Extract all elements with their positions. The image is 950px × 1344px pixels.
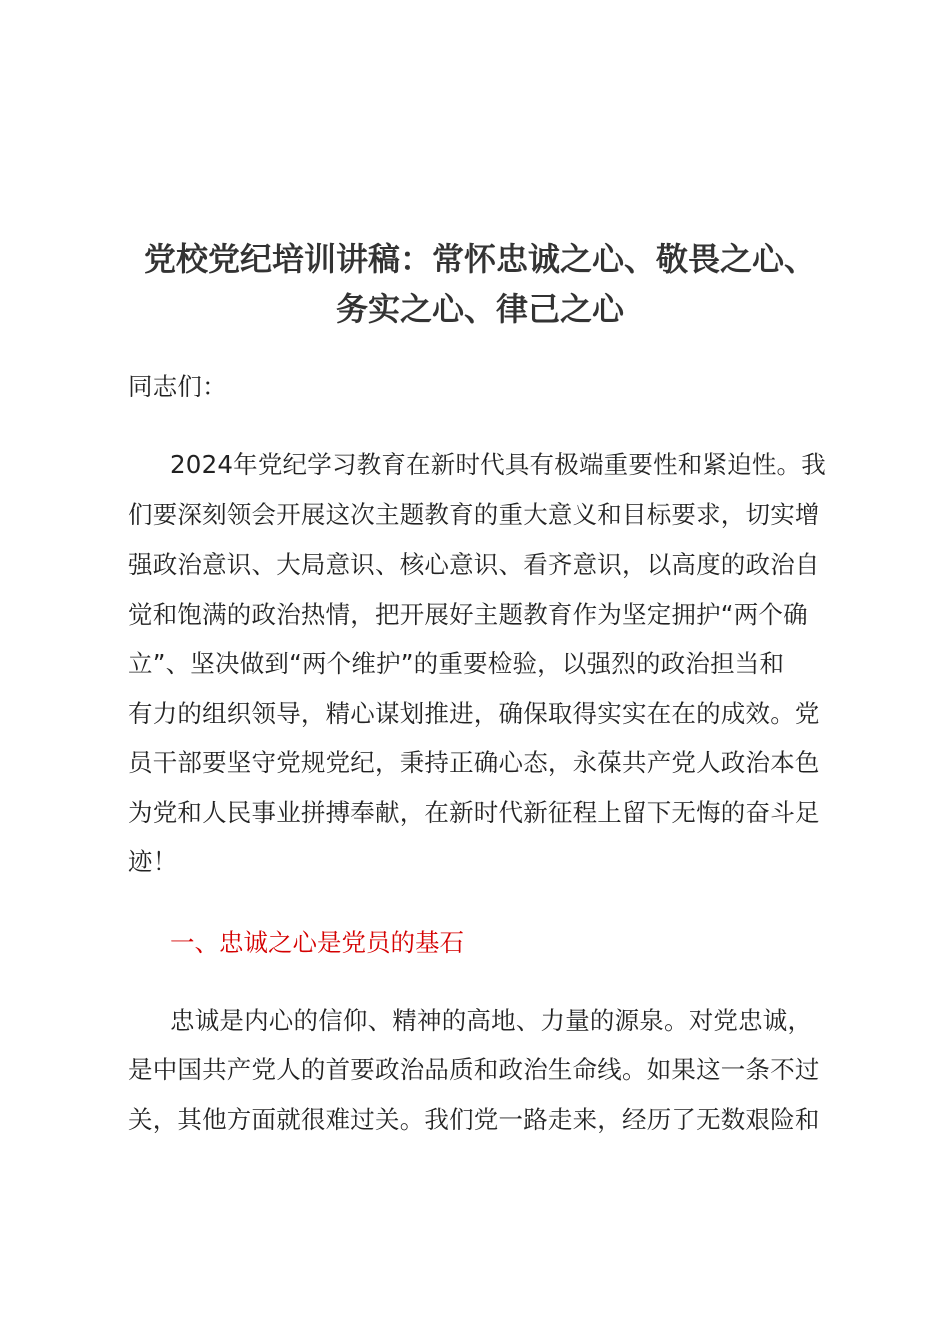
- paragraph-1-line: 为党和人民事业拼搏奉献，在新时代新征程上留下无悔的奋斗足: [128, 798, 820, 827]
- paragraph-2-line: 是中国共产党人的首要政治品质和政治生命线。如果这一条不过: [128, 1055, 820, 1084]
- document-title-line-1: 党校党纪培训讲稿：常怀忠诚之心、敬畏之心、: [143, 240, 816, 278]
- paragraph-1-line: 2024年党纪学习教育在新时代具有极端重要性和紧迫性。我: [170, 450, 826, 479]
- paragraph-2-line: 忠诚是内心的信仰、精神的高地、力量的源泉。对党忠诚，: [170, 1006, 813, 1035]
- paragraph-1-line: 们要深刻领会开展这次主题教育的重大意义和目标要求，切实增: [128, 500, 820, 529]
- paragraph-1-line: 员干部要坚守党规党纪，秉持正确心态，永葆共产党人政治本色: [128, 748, 820, 777]
- section-1-heading: 一、忠诚之心是党员的基石: [170, 928, 464, 957]
- paragraph-1-line: 有力的组织领导，精心谋划推进，确保取得实实在在的成效。党: [128, 699, 820, 728]
- paragraph-1-line: 迹！: [128, 847, 178, 876]
- paragraph-2-line: 关，其他方面就很难过关。我们党一路走来，经历了无数艰险和: [128, 1105, 820, 1134]
- paragraph-1-line: 立”、坚决做到“两个维护”的重要检验，以强烈的政治担当和: [128, 649, 785, 678]
- salutation: 同志们：: [128, 372, 227, 401]
- paragraph-1-line: 强政治意识、大局意识、核心意识、看齐意识，以高度的政治自: [128, 550, 820, 579]
- paragraph-1-line: 觉和饱满的政治热情，把开展好主题教育作为坚定拥护“两个确: [128, 600, 808, 629]
- document-title-line-2: 务实之心、律己之心: [335, 290, 624, 328]
